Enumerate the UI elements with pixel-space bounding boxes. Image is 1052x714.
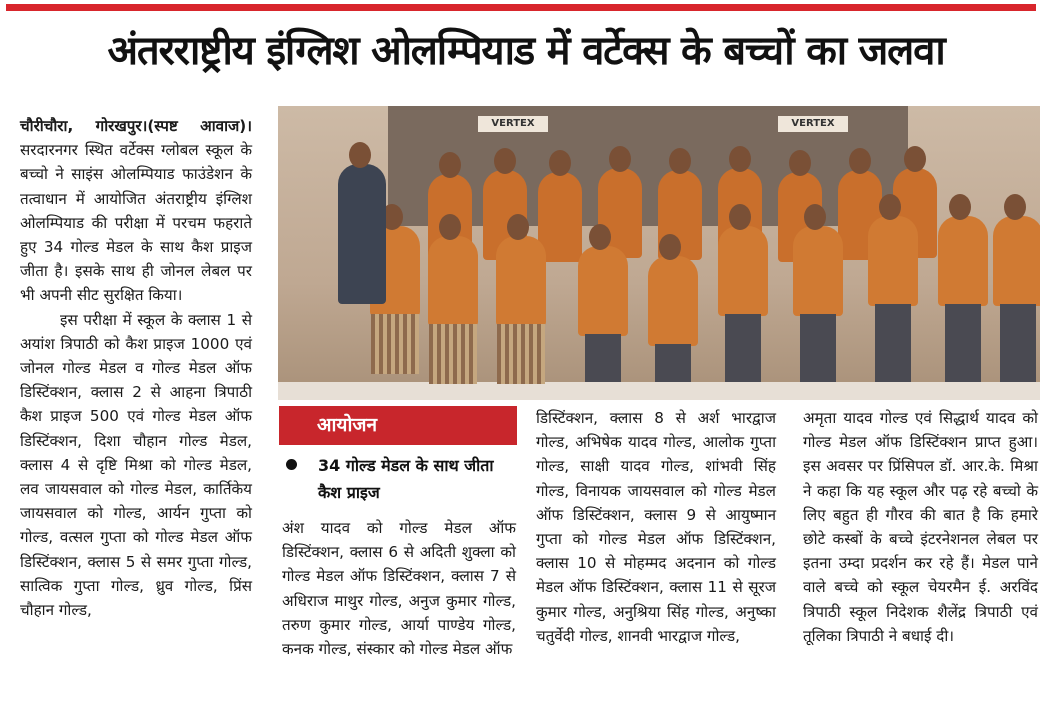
column-1-text — [20, 114, 252, 308]
trouser-shape — [800, 314, 836, 382]
dateline: चौरीचौरा, गोरखपुर।(स्पष्ट आवाज)। — [20, 117, 252, 135]
teacher-figure — [338, 164, 386, 304]
student-figure — [993, 216, 1040, 306]
trouser-shape — [585, 334, 621, 382]
trouser-shape — [875, 304, 911, 382]
vertex-sign: VERTEX — [478, 116, 548, 132]
column-2: अंश यादव को गोल्ड मेडल ऑफ डिस्टिंक्शन, क्लास 6 से अदिती शुक्ला को गोल्ड मेडल ऑफ डिस्टिंक्शन, क्लास 7 से अधिराज माथुर गोल्ड, अनुज कुमार गोल्ड, तरुण कुमार गोल्ड, आर्या पाण्डेय गोल्ड, कनक गोल्ड, संस्कार को गोल्ड मेडल ऑफ — [282, 519, 516, 659]
vertex-sign: VERTEX — [778, 116, 848, 132]
student-figure — [868, 216, 918, 306]
column-1 — [20, 114, 252, 622]
trouser-shape — [1000, 304, 1036, 382]
column-3: डिस्टिंक्शन, क्लास 8 से अर्श भारद्वाज गोल्ड, अभिषेक यादव गोल्ड, आलोक गुप्ता गोल्ड, साक्षी यादव गोल्ड, शांभवी सिंह गोल्ड, विनायक जायसवाल को गोल्ड मेडल ऑफ डिस्टिंक्शन, क्लास 9 से आयुष्मान गुप्ता को गोल्ड मेडल ऑफ डिस्टिंक्शन, क्लास 10 से मोहम्मद अदनान को गोल्ड मेडल ऑफ डिस्टिंक्शन, क्लास 11 से सूरज कुमार गोल्ड, अनुश्रिया सिंह गोल्ड, अनुष्का चतुर्वेदी गोल्ड, शानवी भारद्वाज गोल्ड, — [536, 409, 776, 645]
top-rule — [6, 4, 1036, 11]
student-figure — [718, 226, 768, 316]
skirt-shape — [497, 324, 545, 384]
student-figure — [938, 216, 988, 306]
column-4: अमृता यादव गोल्ड एवं सिद्धार्थ यादव को गोल्ड मेडल ऑफ डिस्टिंक्शन प्राप्त हुआ। इस अवसर पर प्रिंसिपल डॉ. आर.के. मिश्रा ने कहा कि यह स्कूल और पढ़ रहे बच्चो के लिए बहुत ही गौरव की बात है कि हमारे छोटे कस्बों के बच्चे इंटरनेशनल लेबल पर इतना उम्दा प्रदर्शन कर रहे हैं। मेडल पाने वाले बच्चे को स्कूल चेयरमैन ई. अरविंद त्रिपाठी स्कूल निदेशक शैलेंद्र त्रिपाठी एवं तूलिका त्रिपाठी ने बधाई दी। — [803, 409, 1038, 645]
paragraph-2: इस परीक्षा में स्कूल के क्लास 1 से अयांश त्रिपाठी को कैश प्राइज 1000 एवं जोनल गोल्ड मेडल व गोल्ड मेडल ऑफ डिस्टिंक्शन, क्लास 2 से आहना त्रिपाठी कैश प्राइज 500 एवं गोल्ड मेडल ऑफ डिस्टिंक्शन, दिशा चौहान गोल्ड मेडल, क्लास 4 से दृष्टि मिश्रा को गोल्ड मेडल, लव जायसवाल को गोल्ड मेडल, कार्तिकेय जायसवाल को गोल्ड, आर्यन गुप्ता को गोल्ड, वत्सल गुप्ता को गोल्ड मेडल ऑफ डिस्टिंक्शन, क्लास 5 से समर गुप्ता गोल्ड, सात्विक गुप्ता गोल्ड, ध्रुव गोल्ड, प्रिंस चौहान गोल्ड, — [20, 310, 252, 620]
bullet-icon — [286, 459, 297, 470]
student-figure — [496, 236, 546, 326]
photo-floor — [278, 382, 1040, 400]
student-figure — [578, 246, 628, 336]
subheadline: 34 गोल्ड मेडल के साथ जीता कैश प्राइज — [318, 456, 494, 502]
paragraph-1: सरदारनगर स्थित वर्टेक्स ग्लोबल स्कूल के बच्चो ने साइंस ओलम्पियाड फाउंडेशन के तत्वाधान में आयोजित अंतराष्ट्रीय इंग्लिश ओलम्पियाड की परीक्षा में परचम फहराते हुए 34 गोल्ड मेडल के साथ कैश प्राइज जीता है। इसके साथ ही जोनल लेबल पर भी अपनी सीट सुरक्षित किया। — [20, 141, 252, 305]
skirt-shape — [429, 324, 477, 384]
student-figure — [428, 236, 478, 326]
group-photo — [278, 106, 1040, 400]
trouser-shape — [945, 304, 981, 382]
student-figure — [648, 256, 698, 346]
headline: अंतरराष्ट्रीय इंग्लिश ओलम्पियाड में वर्टेक्स के बच्चों का जलवा — [107, 28, 945, 74]
student-figure — [793, 226, 843, 316]
section-tag: आयोजन — [279, 406, 517, 445]
trouser-shape — [655, 344, 691, 382]
skirt-shape — [371, 314, 419, 374]
trouser-shape — [725, 314, 761, 382]
